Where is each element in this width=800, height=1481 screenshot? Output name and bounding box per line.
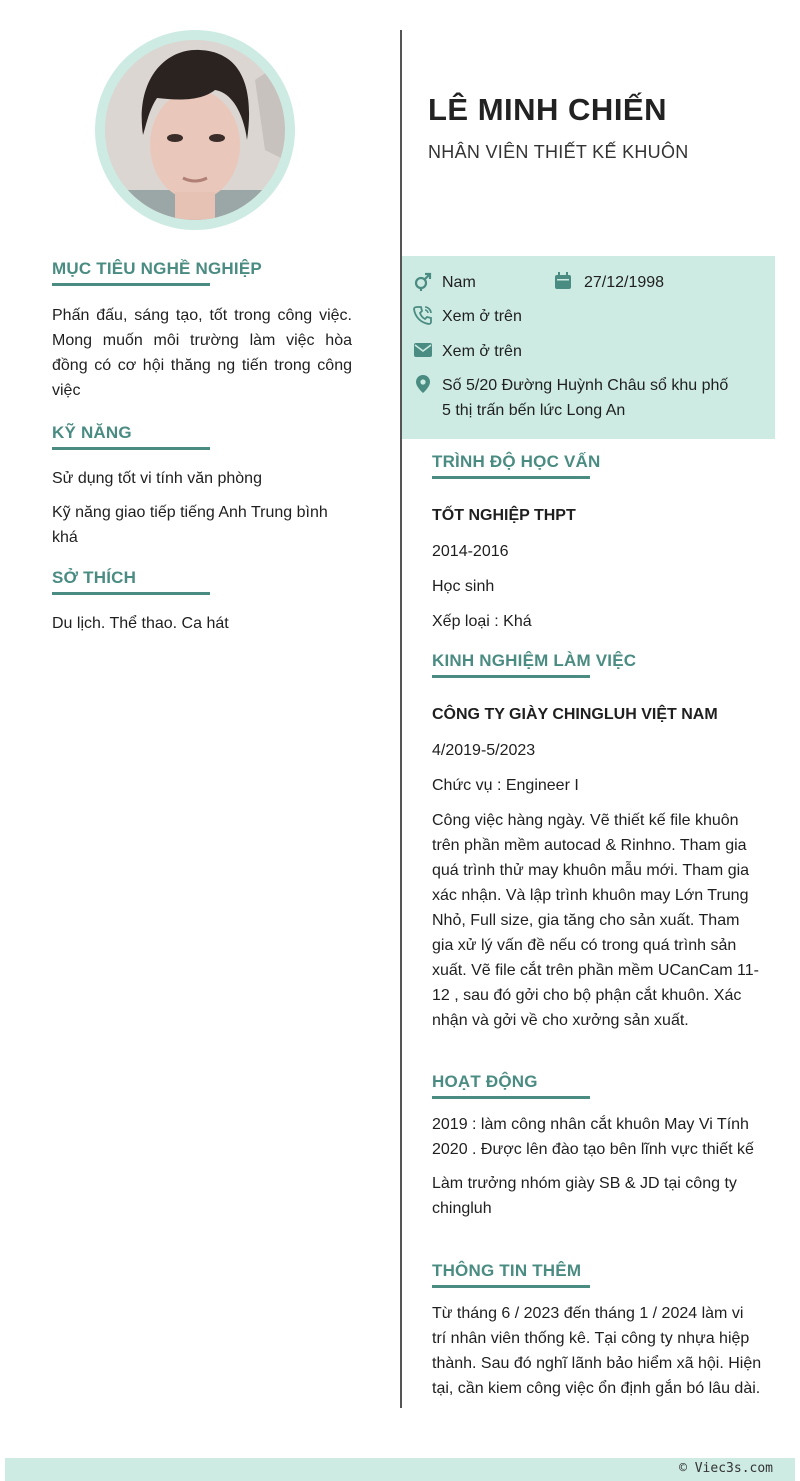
section-underline <box>432 675 590 678</box>
school-name: TỐT NGHIỆP THPT <box>432 507 576 524</box>
phone-value: Xem ở trên <box>442 308 522 325</box>
address-value: Số 5/20 Đường Huỳnh Châu sổ khu phố 5 thị trấn bến lức Long An <box>442 377 729 419</box>
gender-icon <box>413 271 433 291</box>
column-divider <box>400 30 402 1408</box>
experience-period: 4/2019-5/2023 <box>432 742 536 759</box>
experience-section <box>432 651 762 1033</box>
career-goal-section <box>52 259 352 403</box>
candidate-role: NHÂN VIÊN THIẾT KẾ KHUÔN <box>428 142 689 162</box>
gender-value: Nam <box>442 274 476 291</box>
activity-item: Làm trưởng nhóm giày SB & JD tại công ty chingluh <box>432 1175 737 1217</box>
footer-bar <box>5 1458 795 1481</box>
education-major: Học sinh <box>432 578 495 595</box>
birthdate-value: 27/12/1998 <box>584 274 665 291</box>
section-underline <box>432 1285 590 1288</box>
experience-description: Công việc hàng ngày. Vẽ thiết kế file khuôn trên phần mềm autocad & Rinhno. Tham gia quá trình thử may khuôn mẫu mới. Tham gia xác nhận. Và lập trình khuôn may Lớn Trung Nhỏ, Full size, gia tăng cho sản xuất. Tham gia xử lý vấn đề nếu có trong quá trình sản xuất. Vẽ file cắt trên phần mềm UCanCam 11-12 , sau đó gởi cho bộ phận cắt khuôn. Xác nhận và gởi về cho xưởng sản xuất. <box>432 812 759 1029</box>
education-section <box>432 452 762 634</box>
candidate-name: LÊ MINH CHIẾN <box>428 92 667 127</box>
section-title: TRÌNH ĐỘ HỌC VẤN <box>432 452 601 471</box>
hobbies-text: Du lịch. Thể thao. Ca hát <box>52 615 229 632</box>
contact-panel <box>402 256 775 439</box>
email-icon <box>413 340 433 360</box>
section-title: MỤC TIÊU NGHỀ NGHIỆP <box>52 259 262 278</box>
skill-item: Sử dụng tốt vi tính văn phòng <box>52 470 262 487</box>
education-period: 2014-2016 <box>432 543 509 560</box>
section-underline <box>52 592 210 595</box>
education-grade: Xếp loại : Khá <box>432 613 532 630</box>
profile-photo <box>105 40 285 220</box>
hobbies-section <box>52 568 352 636</box>
additional-info-section <box>432 1261 762 1401</box>
activities-section <box>432 1072 762 1221</box>
location-icon <box>413 374 433 394</box>
company-name: CÔNG TY GIÀY CHINGLUH VIỆT NAM <box>432 706 718 723</box>
section-title: KINH NGHIỆM LÀM VIỆC <box>432 651 637 670</box>
section-title: THÔNG TIN THÊM <box>432 1261 582 1280</box>
section-underline <box>52 283 210 286</box>
footer-copyright: © Viec3s.com <box>679 1461 773 1476</box>
career-goal-text: Phấn đấu, sáng tạo, tốt trong công việc. Mong muốn môi trường làm việc hòa đồng có cơ hội thăng ng tiến trong công việc <box>52 307 352 399</box>
skill-item: Kỹ năng giao tiếp tiếng Anh Trung bình khá <box>52 504 328 546</box>
additional-info-text: Từ tháng 6 / 2023 đến tháng 1 / 2024 làm vi trí nhân viên thống kê. Tại công ty nhựa hiệp thành. Sau đó nghĩ lãnh bảo hiểm xã hội. Hiện tại, cần kiem công việc ổn định gắn bó lâu dài. <box>432 1305 762 1397</box>
activity-item: 2019 : làm công nhân cắt khuôn May Vi Tính 2020 . Được lên đào tạo bên lĩnh vực thiết kế <box>432 1116 754 1158</box>
skills-section <box>52 423 352 550</box>
section-title: HOẠT ĐỘNG <box>432 1072 538 1091</box>
section-title: SỞ THÍCH <box>52 568 137 587</box>
avatar <box>95 30 295 230</box>
experience-position: Chức vụ : Engineer I <box>432 777 579 794</box>
email-value: Xem ở trên <box>442 343 522 360</box>
section-title: KỸ NĂNG <box>52 423 132 442</box>
phone-icon <box>413 305 433 325</box>
section-underline <box>432 476 590 479</box>
section-underline <box>52 447 210 450</box>
calendar-icon <box>553 271 573 291</box>
section-underline <box>432 1096 590 1099</box>
